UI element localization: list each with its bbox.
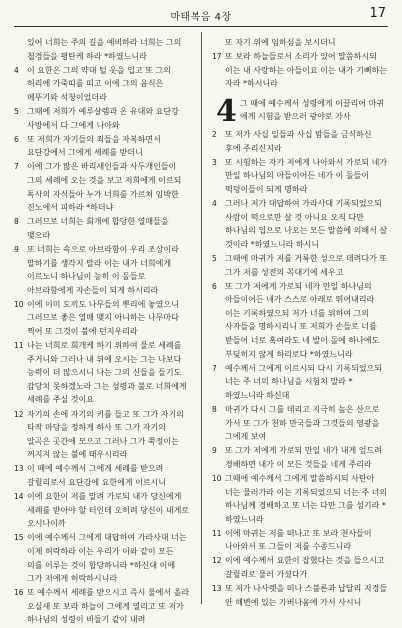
verse	[212, 472, 388, 526]
verse	[14, 298, 190, 339]
verse-text: 예수께서 그에게 이르시되 다시 기록되었으되 너는 주 너의 하나님을 시험치 말라 *하였느니라 하신대	[225, 363, 383, 400]
verse-number: 8	[212, 404, 217, 414]
verse-text: 이에 이미 도끼도 나무들의 뿌리에 놓였으니 그러므로 좋은 열매 맺지 아니하는 나무마다 찍어 또 그것이 불에 던지우리라	[27, 299, 179, 336]
verse-number: 11	[212, 528, 222, 538]
verse-number: 12	[14, 409, 24, 419]
verse	[14, 586, 190, 627]
verse-text: 또 예수께서 세례를 받으시고 즉시 물에서 올라 오실새 또 보라 하늘이 그에게 열리고 또 저가 하나님의 성령이 비둘기 같이 내려	[27, 588, 190, 625]
verse-number: 14	[14, 492, 24, 502]
verse-number: 10	[14, 299, 24, 309]
verse-number: 4	[14, 65, 19, 75]
verse	[14, 243, 190, 297]
left-column	[14, 36, 190, 628]
verse-number: 7	[212, 363, 217, 373]
verse-number: 13	[212, 584, 222, 594]
verse	[212, 444, 388, 471]
verse-text: 그때에 예수께서 그에게 말씀하시되 사탄아 너는 물러가라 이는 기록되었으되 너는 주 너의 하나님께 경배하고 또 너는 다만 그를 섬기라 *하였느니라	[225, 473, 388, 524]
verse-text: 또 그가 저에게 가로되 네가 만일 하나님의 아들이어든 네가 스스로 아래로 뛰어내리라 이는 기록하였으되 저가 너를 위하여 그의 사자들을 명하시리니 또 저희가 손들로 너를 받들어 너로 혹여라도 네 발이 돌에 하나에도 부딪히지 않게 하리로다 *하였느니라	[225, 281, 380, 359]
page-number: 17	[369, 6, 386, 21]
verse-text: 그러나 저가 대답하여 가라사대 기록되었으되 사람이 떡으로만 살 것 아니요 오직 다만 하나님의 입으로 나오는 모든 말씀에 의해서 살 것이라 *하였느니라 하시니	[225, 199, 388, 249]
chapter-start	[212, 93, 388, 129]
verse	[14, 408, 190, 462]
verse	[212, 197, 388, 251]
verse-number: 5	[14, 106, 19, 116]
verse-number: 17	[212, 52, 222, 62]
verse-text: 또 시험하는 자가 저에게 나아와서 가로되 네가 만일 하나님의 아들이어든 네가 이 돌들이 떡덩이들이 되게 명하라	[225, 157, 388, 194]
verse-number: 4	[212, 199, 217, 209]
verse-text: 이에 요한이 저를 말려 가로되 내가 당신에게 세례를 받아야 할 터인데 오히려 당신이 내게로 오시나이까	[27, 492, 190, 529]
verse	[212, 554, 388, 581]
verse-number: 9	[212, 446, 217, 456]
verse	[212, 362, 388, 403]
verse	[212, 50, 388, 91]
column-divider	[201, 32, 202, 604]
verse	[14, 36, 190, 63]
verse-text: 이에 그가 많은 바리새인들과 사두개인들이 그의 세례에 오는 것을 보고 저희에게 이르되 독사의 자식들아 누가 너희를 가르쳐 임박한 진노에서 피하라 *하더냐	[27, 162, 182, 213]
verse-number: 6	[14, 134, 19, 144]
verse	[212, 36, 388, 50]
book-title: 마태복음 4장	[170, 12, 232, 23]
verse-number: 11	[14, 341, 24, 351]
verse-number: 8	[14, 217, 19, 227]
verse-text: 나는 너희로 회개케 하기 위하여 물로 세례를 주거니와 그러나 내 뒤에 오시는 그는 나보다 능력이 더 많으시니 나는 그의 신들을 들기도 감당치 못하겠노라 그는 성령과 불로 너희에게 세례를 주실 것이요	[27, 341, 187, 405]
verse-text: 이에 예수께서 요한이 잡혔다는 것을 들으시고 갈릴리로 물러 가셨다가	[225, 556, 385, 580]
verse-text: 있어 너희는 주의 길을 예비하라 너희는 그의 첩경들을 평탄케 하라 *하였느니라	[27, 38, 182, 61]
chapter-first-verse: 그 때에 예수께서 성령에게 이끌리어 마귀에게 시험을 받으러 광야로 가사	[240, 98, 385, 122]
verse-text: 이 요한은 그의 약대 털 옷을 입고 또 그의 허리에 가죽띠를 띠고 이에 그의 음식은 메뚜기와 석청이었더라	[27, 65, 171, 102]
verse-text: 그러므로 너희는 회개에 합당한 열매들을 맺으라	[27, 217, 169, 240]
verse-number: 6	[212, 281, 217, 291]
verse-text: 또 저가 사십 일들과 사십 밤들을 금식하신 후에 주리신지라	[225, 130, 372, 153]
verse	[212, 403, 388, 444]
verse	[14, 160, 190, 214]
verse	[14, 215, 190, 242]
verse	[14, 490, 190, 531]
verse-text: 또 보라 하늘들로서 소리가 있어 말씀하시되 이는 내 사랑하는 아들이요 이는 내가 기뻐하는 자라 *하시니라	[225, 52, 388, 89]
verse-text: 이에 마귀는 저를 떠나고 또 보라 천사들이 나아와서 또 그들이 저를 수종드니라	[225, 528, 372, 552]
verse-number: 7	[14, 162, 19, 172]
page-header	[14, 6, 388, 27]
verse-text: 또 자기 위에 임하심을 보시더니	[225, 38, 336, 47]
right-column	[212, 36, 388, 610]
verse-text: 또 저희가 자기들의 죄들을 자복하면서 요단강에서 그에게 세례를 받더니	[27, 134, 161, 158]
verse	[14, 133, 190, 160]
verse-text: 그때에 저희가 예루살렘과 온 유대와 요단강 사방에서 다 그에게 나아와	[27, 106, 179, 130]
verse	[14, 462, 190, 489]
verse	[212, 156, 388, 197]
verse-text: 자기의 손에 자기의 키를 들고 또 그가 자기의 타작 마당을 정하게 하사 또 그가 자기의 알곡은 곳간에 모으고 그러나 그가 쭉정이는 꺼지지 않는 불에 태우시리라	[27, 409, 184, 460]
verse	[14, 339, 190, 407]
verse	[212, 280, 388, 362]
verse-number: 10	[212, 473, 222, 483]
verse-number: 9	[14, 244, 19, 254]
verse-text: 이에 예수께서 그에게 대답하여 가라사대 너는 이제 허락하라 이는 우리가 이와 같이 모든 의를 이루는 것이 합당하니라 *하신대 이에 그가 저에게 허락하시니라	[27, 533, 187, 584]
verse-text: 이 때에 예수께서 그에게 세례를 받으려 갈릴리로서 요단강에 요한에게 이르시니	[27, 464, 167, 487]
verse-text: 그때에 마귀가 저를 거룩한 성으로 데려다가 또 그가 저를 성전의 꼭대기에 세우고	[225, 253, 388, 277]
verse	[14, 531, 190, 585]
verse-number: 16	[14, 588, 24, 598]
chapter-number: 4	[216, 93, 237, 129]
verse-text: 또 그가 저에게 가로되 만일 네가 내게 엎드려 경배하면 내가 이 모든 것들을 네게 주리라	[225, 446, 382, 469]
verse-text: 또 저가 나사렛을 떠나 스불론과 납달리 지경들 안 해변에 있는 가버나움에 가서 사시니	[225, 584, 388, 607]
verse	[212, 582, 388, 609]
verse-number: 3	[212, 157, 217, 167]
verse	[14, 64, 190, 105]
verse-number: 15	[14, 533, 24, 543]
verse	[14, 105, 190, 132]
verse-number: 2	[212, 130, 217, 140]
verse-number: 5	[212, 253, 217, 263]
verse	[212, 527, 388, 554]
verse	[212, 128, 388, 155]
verse-number: 13	[14, 464, 24, 474]
verse-text: 또 너희는 속으로 아브라함이 우리 조상이라 말하기를 생각지 말라 이는 내가 너희에게 이르노니 하나님이 능히 이 돌들로 아브라함에게 자손들이 되게 하시리라	[27, 244, 179, 295]
verse-number: 12	[212, 556, 222, 566]
verse-text: 마귀가 다시 그를 데리고 지극히 높은 산으로 가서 또 그가 천하 만국들과 그것들의 영광을 그에게 보여	[225, 404, 380, 442]
verse	[212, 252, 388, 279]
